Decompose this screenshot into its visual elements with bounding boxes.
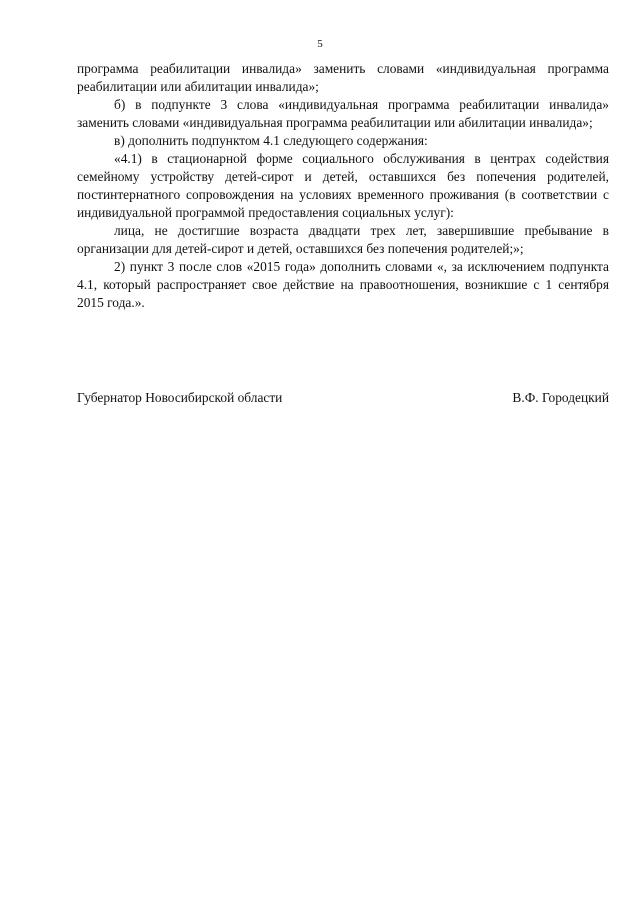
paragraph-subitem-v: в) дополнить подпунктом 4.1 следующего содержания: [114,133,428,148]
paragraph-subpoint-4-1: «4.1) в стационарной форме социального обслуживания в центрах содействия семейному устройству детей-сирот и детей, оставшихся без попечения родителей, постинтернатного сопровождения на условиях временного проживания (в соответствии с индивидуальной программой предоставления социальных услуг): [77,151,609,220]
signatory-name: В.Ф. Городецкий [512,390,609,405]
paragraph-persons: лица, не достигшие возраста двадцати трех лет, завершившие пребывание в организации для детей-сирот и детей, оставшихся без попечения родителей;»; [77,223,609,256]
document-body [77,60,609,312]
signature-block [77,389,609,407]
paragraph-continuation: программа реабилитации инвалида» заменить словами «индивидуальная программа реабилитации или абилитации инвалида»; [77,61,609,94]
paragraph-subitem-b: б) в подпункте 3 слова «индивидуальная программа реабилитации инвалида» заменить словами «индивидуальная программа реабилитации или абилитации инвалида»; [77,97,609,130]
paragraph-point-2: 2) пункт 3 после слов «2015 года» дополнить словами «, за исключением подпункта 4.1, который распространяет свое действие на правоотношения, возникшие с 1 сентября 2015 года.». [77,259,609,310]
signatory-position: Губернатор Новосибирской области [77,390,283,405]
page-number: 5 [317,38,323,50]
